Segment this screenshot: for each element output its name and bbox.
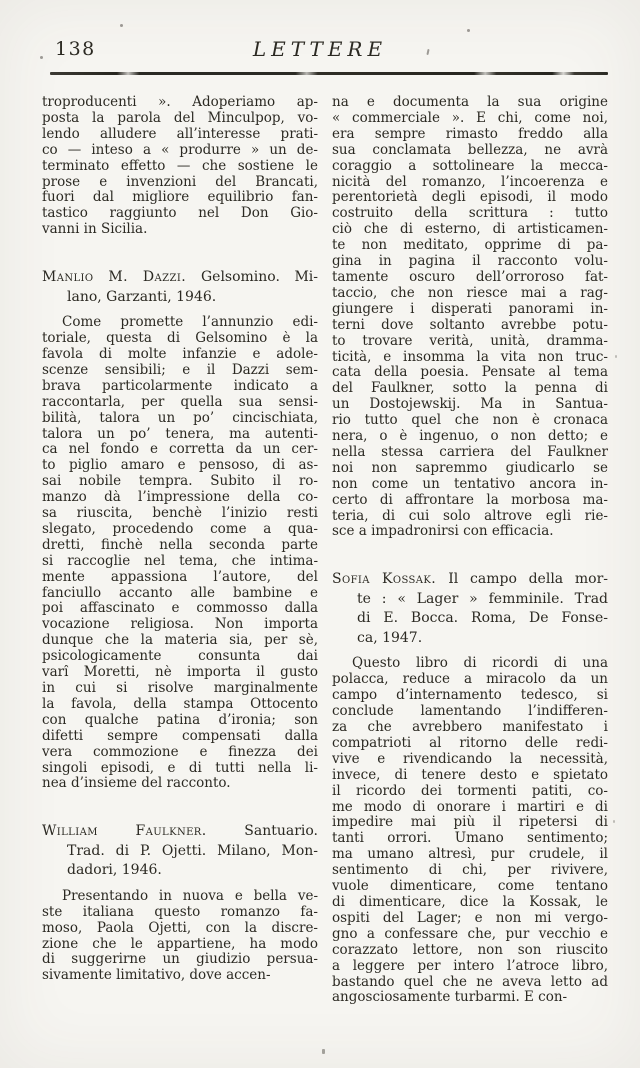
- text-line: rio tutto quel che non è cronaca: [332, 413, 608, 429]
- text-line: sce a impadronirsi con efficacia.: [332, 524, 554, 540]
- ink-speck: [120, 24, 123, 27]
- text-line: dretti, finchè nella seconda parte: [42, 537, 318, 553]
- text-line: varî Moretti, nè importa il gusto: [42, 665, 318, 681]
- text-line: terminato effetto — che sostiene le: [42, 158, 318, 174]
- text-line: del Faulkner, sotto la penna di: [332, 381, 608, 397]
- text-line: toriale, questa di Gelsomino è la: [42, 331, 318, 347]
- text-line: poi affascinato e commosso dalla: [42, 601, 318, 617]
- text-line: bilità, talora un po’ cincischiata,: [42, 410, 318, 426]
- text-line: sua conclamata bellezza, ne avrà: [332, 142, 608, 158]
- text-line: me modo di onorare i martiri e di: [332, 799, 608, 815]
- text-line: la favola, della stampa Ottocento: [42, 696, 318, 712]
- text-line: Questo libro di ricordi di una: [352, 656, 608, 672]
- header-rule: [50, 72, 608, 75]
- text-line: lano, Garzanti, 1946.: [67, 288, 217, 305]
- text-line: ma umano altresì, pur crudele, il: [332, 847, 608, 863]
- text-line: si raccoglie nel tema, che intima-: [42, 553, 318, 569]
- text-line: moso, Paola Ojetti, con la discre-: [42, 920, 318, 936]
- text-line: prose e invenzioni del Brancati,: [42, 174, 318, 190]
- text-line: noi non sapremmo giudicarlo se: [332, 460, 608, 476]
- left-column: [42, 95, 318, 1006]
- text-line: campo d’internamento tedesco, si: [332, 688, 608, 704]
- text-line: nea d’insieme del racconto.: [42, 776, 231, 792]
- text-line: na e documenta la sua origine: [332, 95, 608, 110]
- text-line: manzo dà l’impressione della co-: [42, 490, 318, 506]
- text-line: costruito della scrittura : tutto: [332, 206, 608, 222]
- text-line: tanti orrori. Umano sentimento;: [332, 831, 608, 847]
- text-line: to piglio amaro e pensoso, di as-: [42, 458, 318, 474]
- text-line: era sempre rimasto freddo alla: [332, 126, 608, 142]
- text-line: za che avrebbero manifestato i: [332, 720, 608, 735]
- ink-speck: [467, 29, 470, 32]
- text-line: di suggerirne un giudizio persua-: [42, 952, 318, 968]
- text-line: fuori dal migliore equilibrio fan-: [42, 190, 318, 206]
- paragraph: [332, 656, 608, 1006]
- text-line: cata della poesia. Pensate al tema: [332, 365, 608, 381]
- text-line: posta la parola del Minculpop, vo-: [42, 110, 318, 126]
- text-line: perentorietà degli episodi, il modo: [332, 190, 608, 206]
- entry-heading-faulkner: [42, 822, 318, 881]
- text-line: polacca, reduce a miracolo da un: [332, 672, 608, 688]
- right-column: [332, 95, 608, 1006]
- text-line: certo di affrontare la morbosa ma-: [332, 492, 608, 508]
- text-line: ospiti del Lager; e non mi vergo-: [332, 910, 608, 926]
- paragraph: [332, 95, 608, 540]
- text-line: brava particolarmente indicato a: [42, 378, 318, 394]
- text-line: sa riuscita, benchè l’inizio resti: [42, 506, 318, 522]
- text-line: zione che le appartiene, ha modo: [42, 936, 318, 952]
- text-line: teria, di cui solo altrove egli rie-: [332, 508, 608, 524]
- text-line: singoli episodi, e di tutti nella li-: [42, 760, 318, 776]
- text-line: ca, 1947.: [357, 629, 423, 646]
- text-line: te : « Lager » femminile. Trad: [357, 590, 608, 607]
- text-line: sai nobile tempra. Subito il ro-: [42, 474, 318, 490]
- text-line: con qualche patina d’ironia; son: [42, 712, 318, 728]
- text-line: vuole dimenticare, come tentano: [332, 879, 608, 895]
- paragraph: [42, 315, 318, 792]
- text-line: invece, di tenere desto e spietato: [332, 767, 608, 783]
- text-line: nera, o è ingenuo, o non detto; e: [332, 429, 608, 445]
- text-line: scenze sensibili; e il Dazzi sem-: [42, 362, 318, 378]
- text-line: ste italiana questo romanzo fa-: [42, 904, 318, 920]
- text-line: dadori, 1946.: [67, 862, 162, 879]
- ink-speck: [40, 56, 43, 59]
- text-line: conclude lamentando l’indifferen-: [332, 704, 608, 720]
- paragraph: [42, 95, 318, 238]
- text-line: tamente oscuro dell’orroroso fat-: [332, 269, 608, 285]
- text-line: di E. Bocca. Roma, De Fonse-: [357, 610, 608, 627]
- ink-speck: [613, 820, 615, 823]
- text-columns: [42, 95, 608, 1006]
- entry-heading-dazzi: [42, 268, 318, 307]
- text-line: in cui si risolve marginalmente: [42, 681, 318, 696]
- text-line: Trad. di P. Ojetti. Milano, Mon-: [67, 842, 318, 859]
- text-line: di dimenticare, dice la Kossak, le: [332, 894, 608, 910]
- text-line: troproducenti ». Adoperiamo ap-: [42, 95, 318, 110]
- text-line: ciò che di esterno, di artisticamen-: [332, 222, 608, 238]
- text-line: un Dostojewskij. Ma in Santua-: [332, 397, 608, 413]
- text-line: to trovare verità, unità, dramma-: [332, 333, 608, 349]
- text-line: angosciosamente turbarmi. E con-: [332, 990, 568, 1006]
- text-line: Sofia Kossak. Il campo della mor-: [332, 571, 608, 588]
- paragraph: [42, 889, 318, 984]
- page-number: 138: [55, 38, 96, 60]
- text-line: taccio, che non riesce mai a rag-: [332, 285, 608, 301]
- text-line: compatrioti al ritorno delle redi-: [332, 735, 608, 751]
- text-line: vive e rivendicando la necessità,: [332, 751, 608, 767]
- text-line: Manlio M. Dazzi. Gelsomino. Mi-: [42, 269, 318, 286]
- ink-speck: [615, 355, 617, 358]
- ink-speck: [322, 1049, 325, 1054]
- text-line: gno a confessare che, pur vecchio e: [332, 926, 608, 942]
- text-line: William Faulkner. Santuario.: [42, 823, 318, 840]
- text-line: te non meditato, opprime di pa-: [332, 238, 608, 254]
- text-line: vera commozione e finezza dei: [42, 744, 318, 760]
- text-line: ticità, e insomma la vita non truc-: [332, 349, 608, 365]
- text-line: difetti sempre compensati dalla: [42, 728, 318, 744]
- text-line: gina in pagina il racconto volu-: [332, 254, 608, 270]
- text-line: a leggere per intero l’atroce libro,: [332, 958, 608, 974]
- text-line: Presentando in nuova e bella ve-: [62, 888, 318, 904]
- text-line: psicologicamente consunta dai: [42, 649, 318, 665]
- text-line: coraggio a sottolineare la mecca-: [332, 158, 608, 174]
- entry-heading-kossak: [332, 570, 608, 648]
- text-line: sentimento di chi, per rivivere,: [332, 863, 608, 879]
- text-line: lendo alludere all’interesse prati-: [42, 126, 318, 142]
- text-line: slegato, procedendo come a qua-: [42, 521, 318, 537]
- text-line: non come un tentativo ancora in-: [332, 476, 608, 492]
- page-title: LETTERE: [252, 37, 388, 61]
- text-line: vocazione religiosa. Non importa: [42, 617, 318, 633]
- text-line: co — inteso a « produrre » un de-: [42, 142, 318, 158]
- text-line: Come promette l’annunzio edi-: [62, 315, 318, 331]
- text-line: favola di molte infanzie e adole-: [42, 346, 318, 362]
- text-line: bastando quel che ne aveva letto ad: [332, 974, 608, 990]
- text-line: terni dove soltanto avrebbe potu-: [332, 317, 608, 333]
- text-line: impedire mai più il ripetersi di: [332, 815, 608, 831]
- text-line: vanni in Sicilia.: [42, 222, 148, 238]
- text-line: raccontarla, per quella sua sensi-: [42, 394, 318, 410]
- text-line: giungere i disperati panorami in-: [332, 301, 608, 317]
- text-line: dunque che la materia sia, per sè,: [42, 633, 318, 649]
- text-line: sivamente limitativo, dove accen-: [42, 968, 271, 984]
- text-line: fanciullo accanto alle bambine e: [42, 585, 318, 601]
- text-line: nella stessa carriera del Faulkner: [332, 444, 608, 460]
- text-line: nicità del romanzo, l’incoerenza e: [332, 174, 608, 190]
- text-line: talora un po’ tenera, ma autenti-: [42, 426, 318, 442]
- text-line: il ricordo dei tormenti patiti, co-: [332, 783, 608, 799]
- text-line: « commerciale ». E chi, come noi,: [332, 110, 608, 126]
- text-line: corazzato lettore, non son riuscito: [332, 942, 608, 958]
- text-line: ca nel fondo e corretta da un cer-: [42, 442, 318, 458]
- text-line: tastico raggiunto nel Don Gio-: [42, 206, 318, 222]
- text-line: mente appassiona l’autore, del: [42, 569, 318, 585]
